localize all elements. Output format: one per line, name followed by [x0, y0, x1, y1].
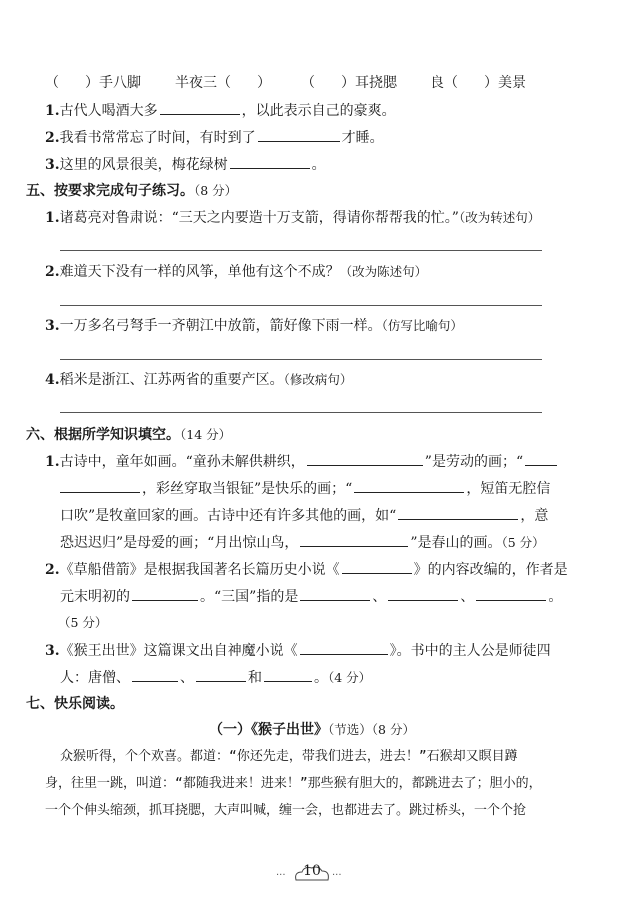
idiom-1: （ ）手八脚 [45, 75, 141, 91]
answer-blank[interactable] [160, 100, 240, 115]
page-number: 10 [303, 863, 321, 879]
answer-blank[interactable] [398, 505, 518, 520]
answer-blank[interactable] [132, 667, 178, 682]
answer-line-2[interactable] [60, 305, 542, 306]
answer-blank[interactable] [300, 532, 408, 547]
idiom-3: （ ）耳挠腮 [301, 75, 397, 91]
answer-line-4[interactable] [60, 412, 542, 413]
svg-text:···: ··· [332, 870, 342, 881]
page-footer [0, 862, 624, 886]
exam-page: （ ）手八脚 半夜三（ ） （ ）耳挠腮 良（ ）美景 1.古代人喝酒大多 ，以此表示自己的豪爽。 2.我看书常常忘了时间，有时到了 才睡。 3.这里的风景很美，梅花绿树 。 五、按要求完成句子练习。（8 分） 1.诸葛亮对鲁肃说：“三天之内要造十万支箭，得请你帮帮我的忙。”（改为转述句） 2.难道天下没有一样的风筝，单他有这个不成？（改为陈述句） 3.一万多名弓弩手一齐朝江中放箭，箭好像下雨一样。（仿写比喻句） 4.稻米是浙江、江苏两省的重要产区。（修改病句） 六、根据所学知识填空。（14 分） 1.古诗中，童年如画。“童孙未解供耕织， ”是劳动的画；“ ，彩丝穿取当银钲”是快乐的画；“ ，短笛无腔信 口吹”是牧童回家的画。古诗中还有许多其他的画，如“ ，意 恐迟迟归”是母爱的画；“月出惊山鸟， ”是春山的画。（5 分） 2.《草船借箭》是根据我国著名长篇历史小说《 》的内容改编的，作者是 元末明初的 。“三国”指的是 、 、 。 （5 分） 3.《猴王出世》这篇课文出自神魔小说《 》。书中的主人公是师徒四 人：唐僧、 、 和 。（4 分） 七、快乐阅读。 （一）《猴子出世》（节选）（8 分） 众猴听得，个个欢喜。都道：“你还先走，带我们进去，进去！”石猴却又瞑目蹲 身，往里一跳，叫道：“都随我进来！进来！”那些猴有胆大的，都跳进去了；胆小的， 一个个伸头缩颈，抓耳挠腮，大声叫喊，缠一会，也都进去了。跳过桥头，一个个抢 ··· ··· 10 [0, 0, 624, 905]
answer-blank[interactable] [354, 478, 464, 493]
answer-blank[interactable] [300, 586, 370, 601]
idiom-2: 半夜三（ ） [175, 75, 271, 91]
answer-line-1[interactable] [60, 250, 542, 251]
answer-blank[interactable] [230, 154, 310, 169]
answer-blank[interactable] [307, 451, 423, 466]
answer-blank[interactable] [132, 586, 198, 601]
answer-blank[interactable] [60, 478, 140, 493]
reading-title: （一）《猴子出世》（节选）（8 分） [209, 722, 415, 738]
answer-blank[interactable] [342, 559, 412, 574]
answer-blank[interactable] [264, 667, 312, 682]
svg-text:···: ··· [276, 870, 286, 881]
answer-blank[interactable] [258, 127, 340, 142]
answer-blank[interactable] [525, 451, 557, 466]
page-number-badge [272, 862, 352, 886]
answer-blank[interactable] [476, 586, 546, 601]
answer-blank[interactable] [300, 640, 388, 655]
idiom-4: 良（ ）美景 [430, 75, 526, 91]
answer-line-3[interactable] [60, 359, 542, 360]
answer-blank[interactable] [196, 667, 246, 682]
answer-blank[interactable] [388, 586, 458, 601]
